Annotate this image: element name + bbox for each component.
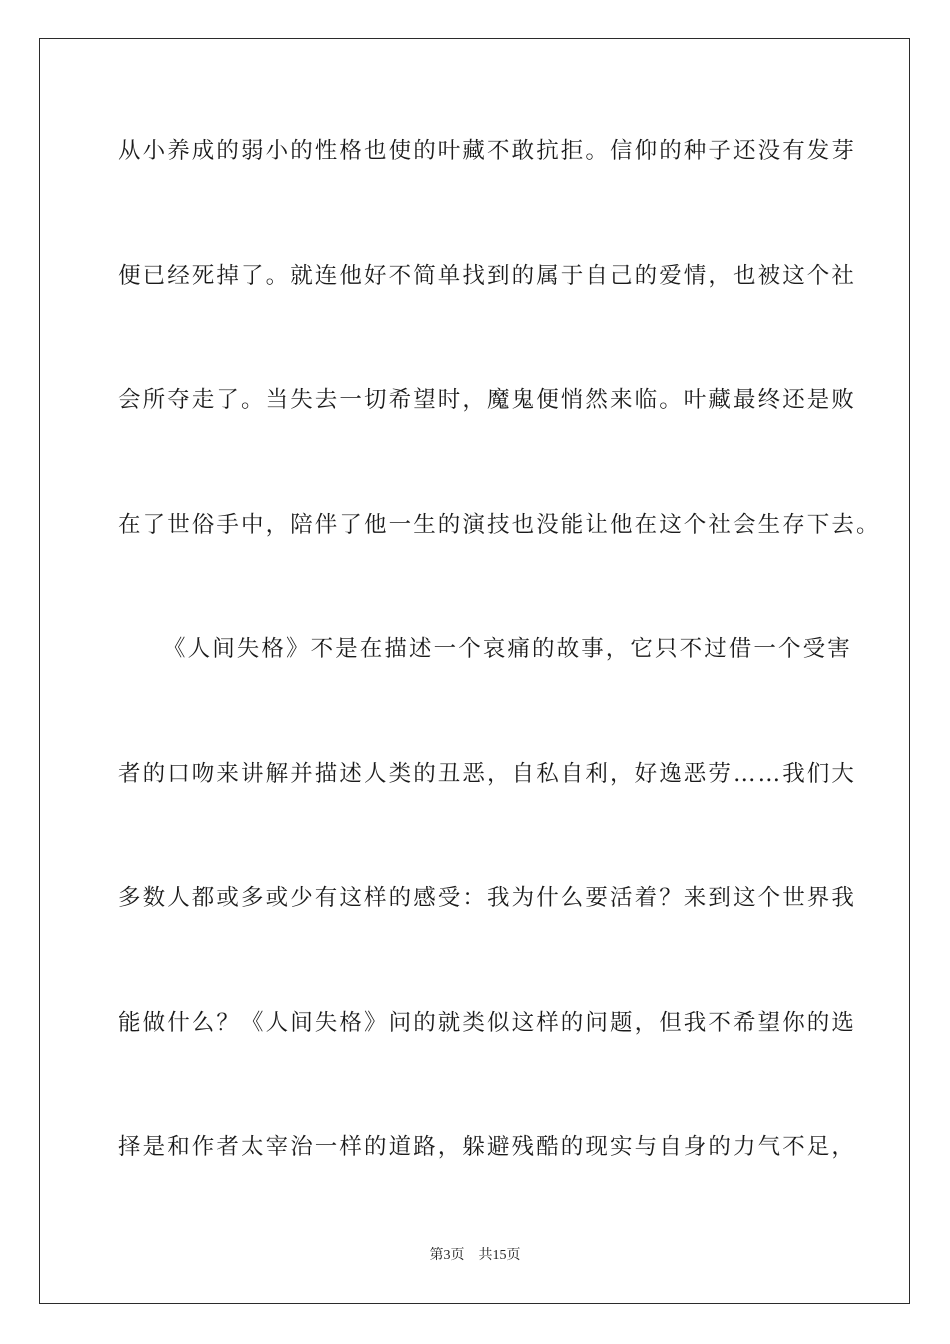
text-line-4: 在了世俗手中，陪伴了他一生的演技也没能让他在这个社会生存下去。	[118, 511, 881, 538]
text-line-7: 多数人都或多或少有这样的感受：我为什么要活着？来到这个世界我	[118, 885, 857, 911]
page-footer	[0, 1244, 950, 1264]
text-line-3: 会所夺走了。当失去一切希望时，魔鬼便悄然来临。叶藏最终还是败	[118, 387, 857, 413]
text-line-5: 《人间失格》不是在描述一个哀痛的故事，它只不过借一个受害	[163, 636, 852, 662]
document-body	[118, 124, 881, 1245]
page-number: 第3页	[429, 1248, 465, 1263]
total-pages: 共15页	[478, 1248, 521, 1263]
text-line-6: 者的口吻来讲解并描述人类的丑恶，自私自利，好逸恶劳……我们大	[118, 760, 857, 787]
text-line-8: 能做什么？《人间失格》问的就类似这样的问题，但我不希望你的选	[118, 1009, 857, 1036]
text-line-9: 择是和作者太宰治一样的道路，躲避残酷的现实与自身的力气不足，	[118, 1134, 857, 1160]
text-line-2: 便已经死掉了。就连他好不简单找到的属于自己的爱情，也被这个社	[118, 262, 857, 289]
text-line-1: 从小养成的弱小的性格也使的叶藏不敢抗拒。信仰的种子还没有发芽	[118, 138, 857, 164]
